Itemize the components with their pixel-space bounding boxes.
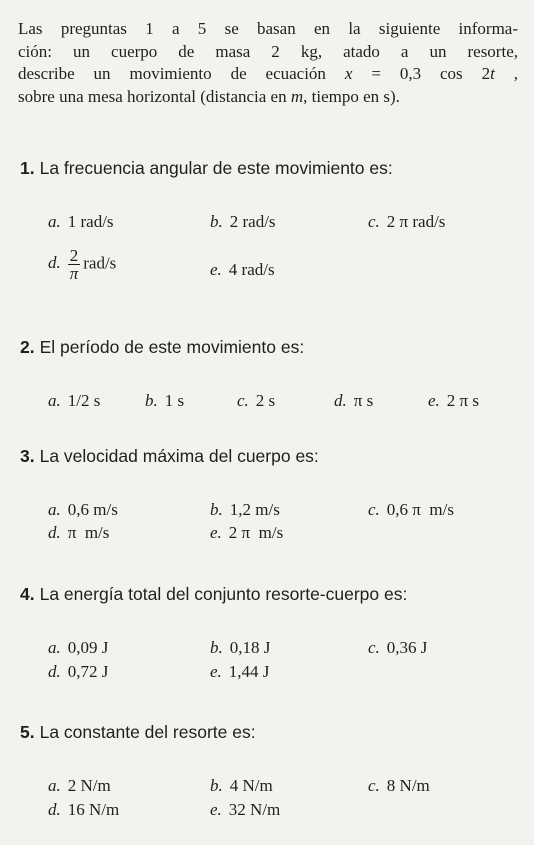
option-text: 2 s — [255, 391, 276, 410]
option-letter: e. — [210, 260, 222, 279]
q4-option-a[interactable] — [48, 638, 108, 658]
option-letter: d. — [48, 662, 61, 681]
option-letter: b. — [210, 638, 223, 657]
intro-line-3-text: describe un movimiento de ecuación — [18, 64, 345, 83]
question-2-title — [20, 337, 304, 358]
question-4-title — [20, 584, 407, 605]
question-text: El período de este movimiento es: — [39, 337, 305, 357]
option-letter: c. — [237, 391, 249, 410]
q3-option-e[interactable] — [210, 523, 283, 543]
option-text: 1 rad/s — [67, 212, 114, 231]
option-text: 0,36 J — [386, 638, 428, 657]
q4-option-b[interactable] — [210, 638, 270, 658]
q2-option-b[interactable] — [145, 391, 184, 411]
q5-option-e[interactable] — [210, 800, 280, 820]
q1-option-e[interactable] — [210, 260, 275, 280]
intro-paragraph — [18, 18, 518, 108]
q5-option-c[interactable] — [368, 776, 430, 796]
option-letter: c. — [368, 212, 380, 231]
option-letter: e. — [210, 523, 222, 542]
question-number: 3. — [20, 446, 35, 466]
option-text: 2 π s — [446, 391, 479, 410]
option-letter: e. — [210, 662, 222, 681]
option-letter: a. — [48, 776, 61, 795]
option-letter: d. — [334, 391, 347, 410]
q2-option-e[interactable] — [428, 391, 479, 411]
option-text: 1,44 J — [228, 662, 270, 681]
option-text: 1 s — [164, 391, 185, 410]
question-text: La energía total del conjunto resorte-cuerpo es: — [39, 584, 408, 604]
option-text: π m/s — [67, 523, 110, 542]
option-letter: a. — [48, 391, 61, 410]
q5-option-d[interactable] — [48, 800, 119, 820]
option-letter: d. — [48, 523, 61, 542]
option-letter: b. — [210, 500, 223, 519]
option-letter: b. — [210, 776, 223, 795]
option-text: 0,6 m/s — [67, 500, 118, 519]
q4-option-d[interactable] — [48, 662, 108, 682]
question-text: La velocidad máxima del cuerpo es: — [39, 446, 319, 466]
option-text: 1/2 s — [67, 391, 101, 410]
q1-option-b[interactable] — [210, 212, 276, 232]
question-text: La constante del resorte es: — [39, 722, 256, 742]
option-text: rad/s — [83, 253, 117, 273]
intro-line-4 — [18, 86, 518, 109]
option-letter: c. — [368, 776, 380, 795]
fraction-denominator: π — [69, 264, 79, 283]
option-text: 2 π m/s — [228, 523, 284, 542]
q5-option-a[interactable] — [48, 776, 111, 796]
q1-option-a[interactable] — [48, 212, 114, 232]
question-number: 4. — [20, 584, 35, 604]
option-text: 0,09 J — [67, 638, 109, 657]
option-letter: c. — [368, 638, 380, 657]
option-text: 4 rad/s — [228, 260, 275, 279]
q1-option-d[interactable] — [48, 247, 116, 282]
option-text: 0,72 J — [67, 662, 109, 681]
equation-t: t — [490, 64, 495, 83]
question-number: 1. — [20, 158, 35, 178]
option-letter: b. — [210, 212, 223, 231]
option-letter: a. — [48, 500, 61, 519]
unit-m: m — [290, 86, 304, 106]
option-letter: d. — [48, 800, 61, 819]
option-text: 16 N/m — [67, 800, 120, 819]
option-text: 2 rad/s — [229, 212, 276, 231]
q2-option-a[interactable] — [48, 391, 100, 411]
intro-line-1: Las preguntas 1 a 5 se basan en la siguiente informa- — [18, 19, 518, 38]
option-text: 2 π rad/s — [386, 212, 446, 231]
option-text: π s — [353, 391, 374, 410]
q1-option-c[interactable] — [368, 212, 445, 232]
question-text: La frecuencia angular de este movimiento es: — [39, 158, 393, 178]
option-letter: a. — [48, 212, 61, 231]
option-letter: e. — [210, 800, 222, 819]
q3-option-d[interactable] — [48, 523, 109, 543]
question-5-title — [20, 722, 256, 743]
intro-line-4-end: , tiempo en s). — [303, 86, 400, 106]
option-text: 0,18 J — [229, 638, 271, 657]
q2-option-d[interactable] — [334, 391, 373, 411]
question-3-title — [20, 446, 319, 467]
question-number: 2. — [20, 337, 35, 357]
option-letter: c. — [368, 500, 380, 519]
q3-option-b[interactable] — [210, 500, 280, 520]
q3-option-a[interactable] — [48, 500, 118, 520]
option-text: 0,6 π m/s — [386, 500, 454, 519]
fraction — [68, 247, 81, 282]
option-letter: e. — [428, 391, 440, 410]
intro-line-4-text: sobre una mesa horizontal (distancia en — [18, 86, 291, 106]
option-text: 2 N/m — [67, 776, 111, 795]
q4-option-e[interactable] — [210, 662, 269, 682]
option-letter: d. — [48, 253, 61, 273]
q3-option-c[interactable] — [368, 500, 454, 520]
intro-line-2: ción: un cuerpo de masa 2 kg, atado a un resorte, — [18, 41, 518, 61]
fraction-numerator: 2 — [69, 246, 79, 265]
intro-line-3 — [18, 63, 518, 86]
option-letter: b. — [145, 391, 158, 410]
option-text: 8 N/m — [386, 776, 430, 795]
question-1-title — [20, 158, 393, 179]
q5-option-b[interactable] — [210, 776, 273, 796]
option-letter: a. — [48, 638, 61, 657]
equation-x: x — [344, 64, 353, 83]
q4-option-c[interactable] — [368, 638, 427, 658]
equation-body: = 0,3 cos 2 — [352, 64, 491, 83]
option-text: 32 N/m — [228, 800, 281, 819]
q2-option-c[interactable] — [237, 391, 275, 411]
option-text: 1,2 m/s — [229, 500, 280, 519]
question-number: 5. — [20, 722, 35, 742]
option-text: 4 N/m — [229, 776, 273, 795]
intro-line-3-end: , — [494, 64, 518, 83]
